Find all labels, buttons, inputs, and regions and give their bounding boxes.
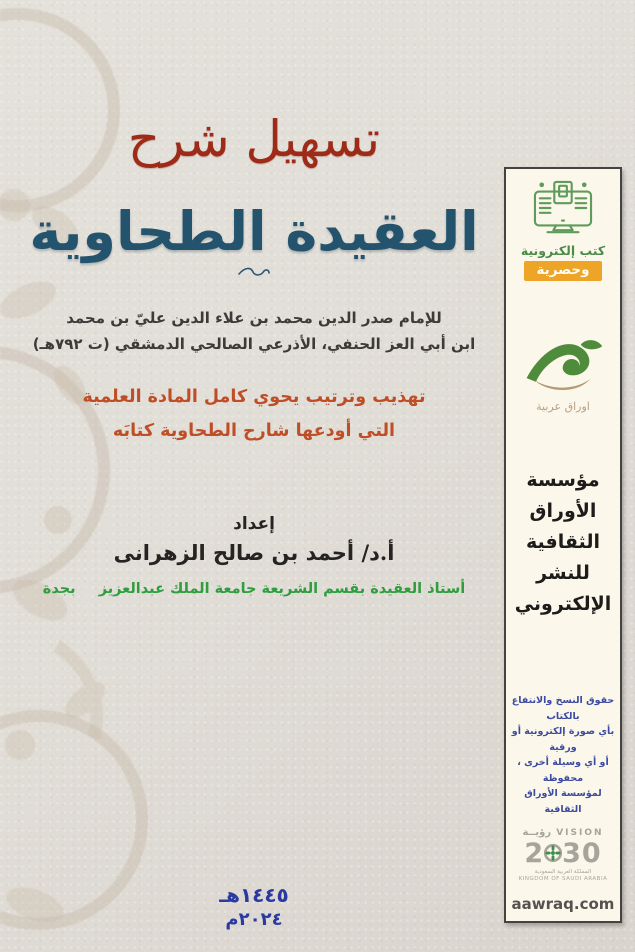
- vision-wordmark: [506, 820, 620, 839]
- ebooks-caption: كتب إلكترونية: [520, 243, 606, 258]
- publisher-name-word: للنشر: [536, 562, 590, 584]
- copyright-line: أو أي وسيلة أخرى ، محفوظة: [517, 757, 609, 784]
- author-line: للإمام صدر الدين محمد بن علاء الدين عليّ بن محمد: [66, 309, 442, 328]
- vision-word-en: VISION: [556, 828, 604, 838]
- country-name-en: KINGDOM OF SAUDI ARABIA: [518, 876, 608, 882]
- prepared-by-block: [28, 514, 480, 597]
- palm-emblem-icon: [544, 843, 562, 863]
- publisher-name-word: مؤسسة: [526, 469, 600, 491]
- copyright-notice: [506, 693, 620, 817]
- author-line: ابن أبي العز الحنفي، الأذرعي الصالحي الدمشقي (ت ٧٩٢هـ): [32, 335, 476, 354]
- edition-description: [28, 380, 480, 448]
- vision-word-ar: رؤيــة: [522, 827, 552, 838]
- monitor-book-icon: [529, 179, 597, 237]
- vision-year-suffix: 30: [562, 838, 602, 869]
- publisher-name-word: الأوراق: [529, 500, 597, 522]
- prepared-role-text: أستاذ العقيدة بقسم الشريعة جامعة الملك عبدالعزيز: [98, 580, 466, 597]
- description-line: التي أودعها شارح الطحاوية كتابَه: [112, 420, 396, 441]
- description-line: تهذيب وترتيب يحوي كامل المادة العلمية: [82, 386, 426, 407]
- cover-main-column: [28, 0, 480, 597]
- publisher-name-word: الإلكتروني: [514, 593, 612, 615]
- book-title: العقيدة الطحاوية: [29, 200, 479, 263]
- vision-2030-logo: [506, 820, 620, 883]
- publisher-name: [506, 465, 620, 620]
- publisher-panel: [504, 167, 622, 923]
- copyright-line: حقوق النسخ والانتفاع بالكتاب: [511, 695, 615, 722]
- author-block: [28, 305, 480, 358]
- copyright-line: لمؤسسة الأوراق الثقافية: [524, 788, 602, 815]
- prepared-heading: إعداد: [233, 513, 275, 534]
- awraq-swash-icon: [521, 337, 605, 395]
- gregorian-year: ٢٠٢٤م: [225, 909, 283, 930]
- prepared-role: [28, 581, 480, 597]
- vision-year: [506, 840, 620, 867]
- exclusive-badge: وحصرية: [524, 261, 601, 281]
- country-name: [506, 869, 620, 883]
- prepared-role-city: بجدة: [42, 580, 76, 597]
- calligrapher-flourish-icon: [237, 265, 271, 279]
- ebooks-logo: [506, 179, 620, 281]
- prepared-name: أ.د/ أحمد بن صالح الزهرانى: [113, 539, 395, 565]
- copyright-line: بأي صورة إلكترونية أو ورقية: [511, 726, 615, 753]
- vision-year-prefix: 2: [524, 838, 545, 869]
- awraq-logo: [506, 337, 620, 413]
- website-url: aawraq.com: [511, 895, 615, 913]
- series-title: تسهيل شرح: [127, 110, 381, 168]
- country-name-ar: المملكة العربية السعودية: [534, 869, 592, 875]
- publication-date: [28, 883, 480, 930]
- awraq-caption: اوراق عربية: [536, 400, 590, 413]
- hijri-year: ١٤٤٥هـ: [219, 883, 289, 907]
- publisher-name-word: الثقافية: [526, 531, 600, 553]
